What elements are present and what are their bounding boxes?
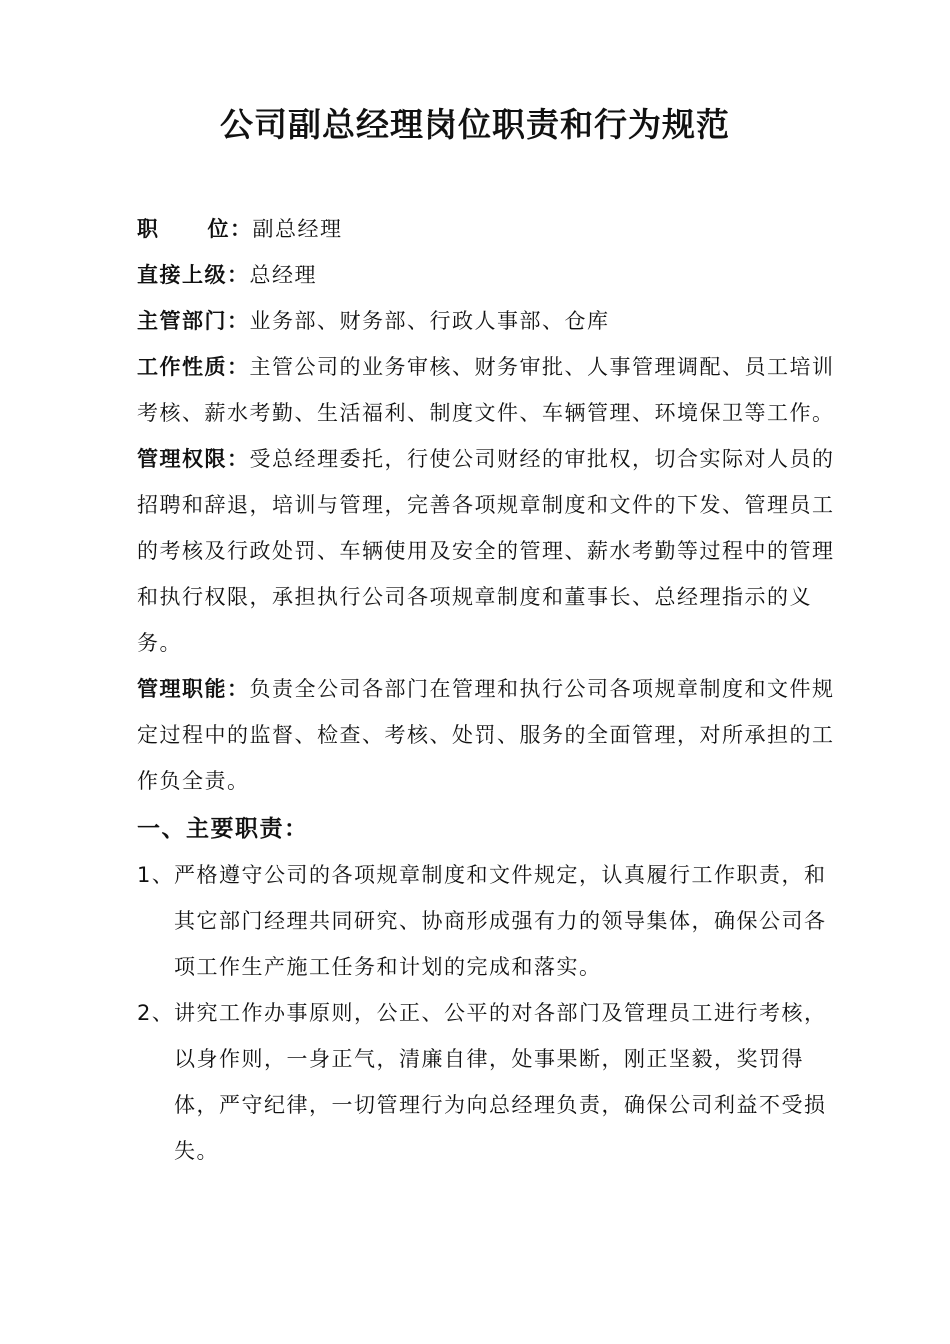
field-position-label: 职 位： <box>137 217 253 241</box>
list-item <box>137 852 837 990</box>
field-authority <box>137 436 837 666</box>
field-departments <box>137 298 837 344</box>
field-direct-supervisor-value: 总经理 <box>249 263 317 287</box>
list-item-text: 严格遵守公司的各项规章制度和文件规定，认真履行工作职责，和其它部门经理共同研究、协商形成强有力的领导集体，确保公司各项工作生产施工任务和计划的完成和落实。 <box>174 863 827 979</box>
list-item-number: 2、 <box>137 1001 175 1025</box>
field-position <box>137 206 837 252</box>
field-functions-label: 管理职能： <box>137 677 250 701</box>
document-title: 公司副总经理岗位职责和行为规范 <box>220 105 730 144</box>
field-position-value: 副总经理 <box>252 217 343 241</box>
field-departments-value: 业务部、财务部、行政人事部、仓库 <box>249 309 610 333</box>
field-job-nature-value: 主管公司的业务审核、财务审批、人事管理调配、员工培训考核、薪水考勤、生活福利、制度文件、车辆管理、环境保卫等工作。 <box>137 355 835 425</box>
document-body <box>137 206 837 1174</box>
field-authority-value: 受总经理委托，行使公司财经的审批权，切合实际对人员的招聘和辞退，培训与管理，完善各项规章制度和文件的下发、管理员工的考核及行政处罚、车辆使用及安全的管理、薪水考勤等过程中的管理和执行权限，承担执行公司各项规章制度和董事长、总经理指示的义务。 <box>137 447 835 655</box>
field-functions-value: 负责全公司各部门在管理和执行公司各项规章制度和文件规定过程中的监督、检查、考核、处罚、服务的全面管理，对所承担的工作负全责。 <box>137 677 835 793</box>
field-functions <box>137 666 837 804</box>
field-direct-supervisor-label: 直接上级： <box>137 263 250 287</box>
list-item <box>137 990 837 1174</box>
field-job-nature-label: 工作性质： <box>137 355 250 379</box>
list-item-number: 1、 <box>137 863 175 887</box>
field-direct-supervisor <box>137 252 837 298</box>
section-heading-main-duties: 一、主要职责： <box>137 816 309 842</box>
list-item-text: 讲究工作办事原则，公正、公平的对各部门及管理员工进行考核，以身作则，一身正气，清廉自律，处事果断，刚正坚毅，奖罚得体，严守纪律，一切管理行为向总经理负责，确保公司利益不受损失。 <box>174 1001 827 1163</box>
field-job-nature <box>137 344 837 436</box>
field-authority-label: 管理权限： <box>137 447 250 471</box>
field-departments-label: 主管部门： <box>137 309 250 333</box>
